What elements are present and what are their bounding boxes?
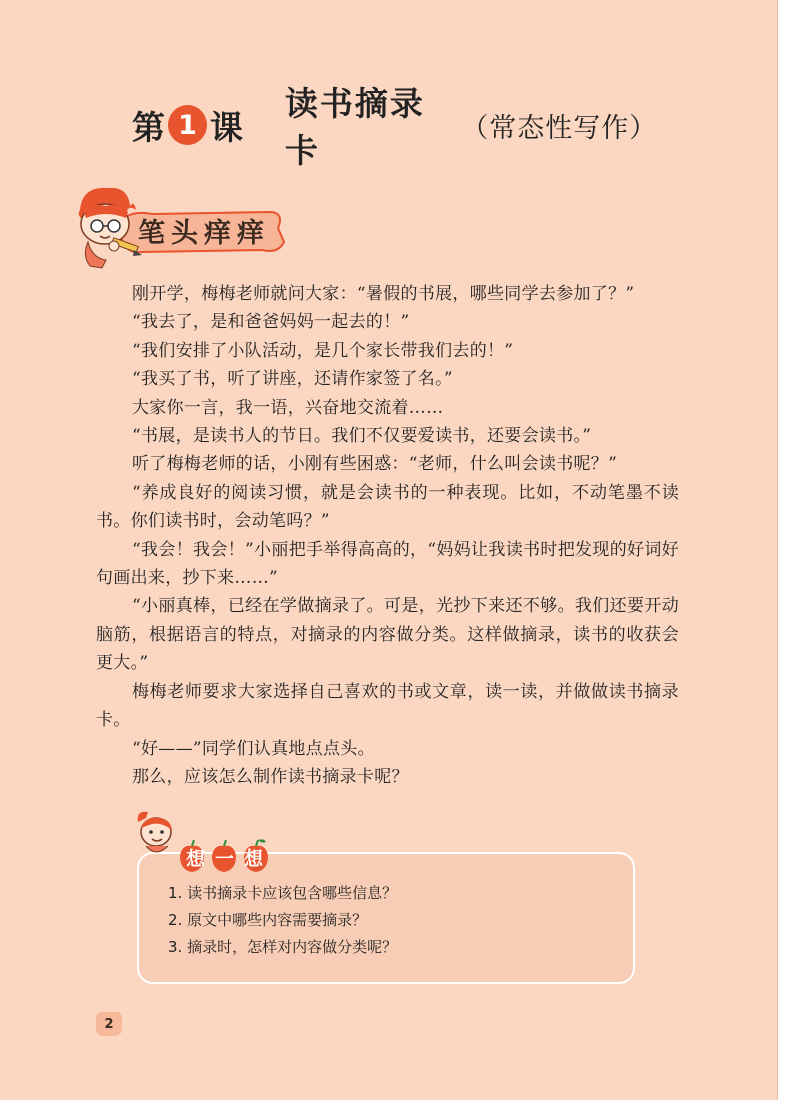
lesson-title xyxy=(132,84,658,170)
title-prefix: 第 xyxy=(132,107,165,147)
paragraph: “我们安排了小队活动，是几个家长带我们去的！” xyxy=(132,340,514,361)
think-label: 想一想 xyxy=(186,848,274,870)
story-text xyxy=(96,280,679,791)
girl-illustration xyxy=(132,808,180,860)
lesson-subtitle: （常态性写作） xyxy=(461,112,658,144)
paragraph: “我买了书，听了讲座，还请作家签了名。” xyxy=(132,369,453,390)
think-section xyxy=(132,808,637,986)
page-number: 2 xyxy=(96,1012,122,1036)
paragraph: “我去了，是和爸爸妈妈一起去的！” xyxy=(132,312,410,333)
lesson-main-title: 读书摘录卡 xyxy=(284,84,425,170)
paragraph: “好——”同学们认真地点点头。 xyxy=(132,738,375,759)
question-item: 3. 摘录时，怎样对内容做分类呢？ xyxy=(168,938,398,956)
question-item: 1. 读书摘录卡应该包含哪些信息？ xyxy=(168,884,398,902)
paragraph: “书展，是读书人的节日。我们不仅要爱读书，还要会读书。” xyxy=(132,426,592,447)
paragraph: 梅梅老师要求大家选择自己喜欢的书或文章，读一读，并做做读书摘录卡。 xyxy=(96,681,679,731)
paragraph: 大家你一言，我一语，兴奋地交流着…… xyxy=(132,397,444,418)
paragraph: 那么，应该怎么制作读书摘录卡呢？ xyxy=(132,766,409,787)
section-heading xyxy=(72,180,312,270)
question-item: 2. 原文中哪些内容需要摘录？ xyxy=(168,911,368,929)
lesson-number-badge: 1 xyxy=(168,105,207,145)
paragraph: “我会！我会！”小丽把手举得高高的，“妈妈让我读书时把发现的好词好句画出来，抄下来……” xyxy=(96,539,679,589)
paragraph: “养成良好的阅读习惯，就是会读书的一种表现。比如，不动笔墨不读书。你们读书时，会动笔吗？” xyxy=(96,482,679,532)
title-suffix: 课 xyxy=(209,107,243,147)
paragraph: “小丽真棒，已经在学做摘录了。可是，光抄下来还不够。我们还要开动脑筋，根据语言的特点，对摘录的内容做分类。这样做摘录，读书的收获会更大。” xyxy=(96,596,679,674)
paragraph: 听了梅梅老师的话，小刚有些困惑：“老师，什么叫会读书呢？” xyxy=(132,454,618,475)
paragraph: 刚开学，梅梅老师就问大家：“暑假的书展，哪些同学去参加了？” xyxy=(132,284,635,304)
page-margin-strip xyxy=(778,0,790,1100)
section-label: 笔头痒痒 xyxy=(138,218,270,249)
question-list xyxy=(168,880,397,961)
